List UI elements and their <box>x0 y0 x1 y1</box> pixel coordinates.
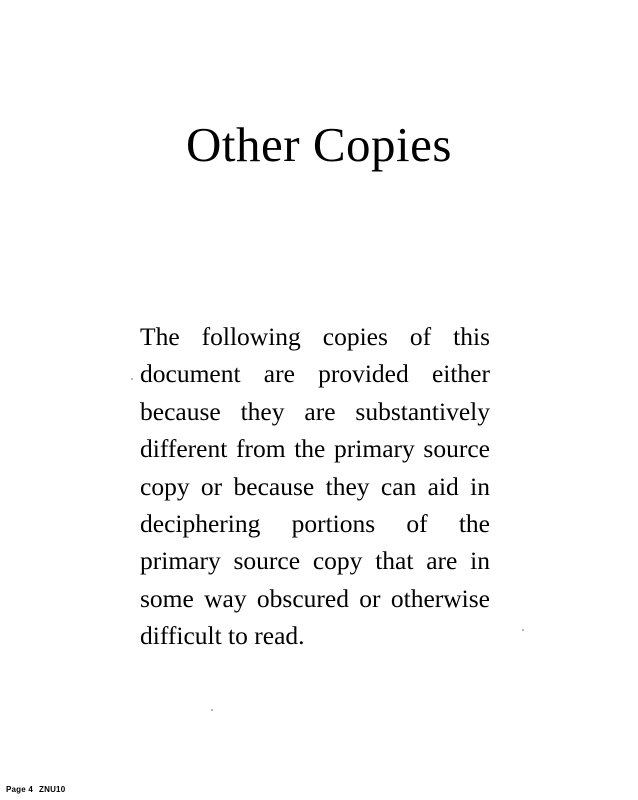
body-text-block <box>140 318 490 655</box>
page-footer <box>6 785 65 794</box>
scan-speck-icon <box>131 378 133 380</box>
footer-document-id: ZNU10 <box>39 785 66 794</box>
page-title: Other Copies <box>186 117 452 172</box>
footer-page-number: Page 4 <box>6 785 33 794</box>
scan-speck-icon <box>211 709 213 711</box>
body-paragraph: The following copies of this document are provided either because they are substantively different from the primary source copy or because they can aid in deciphering portions of the primary source copy that are in some way obscured or otherwise difficult to read. <box>140 322 490 651</box>
scan-speck-icon <box>522 629 524 631</box>
